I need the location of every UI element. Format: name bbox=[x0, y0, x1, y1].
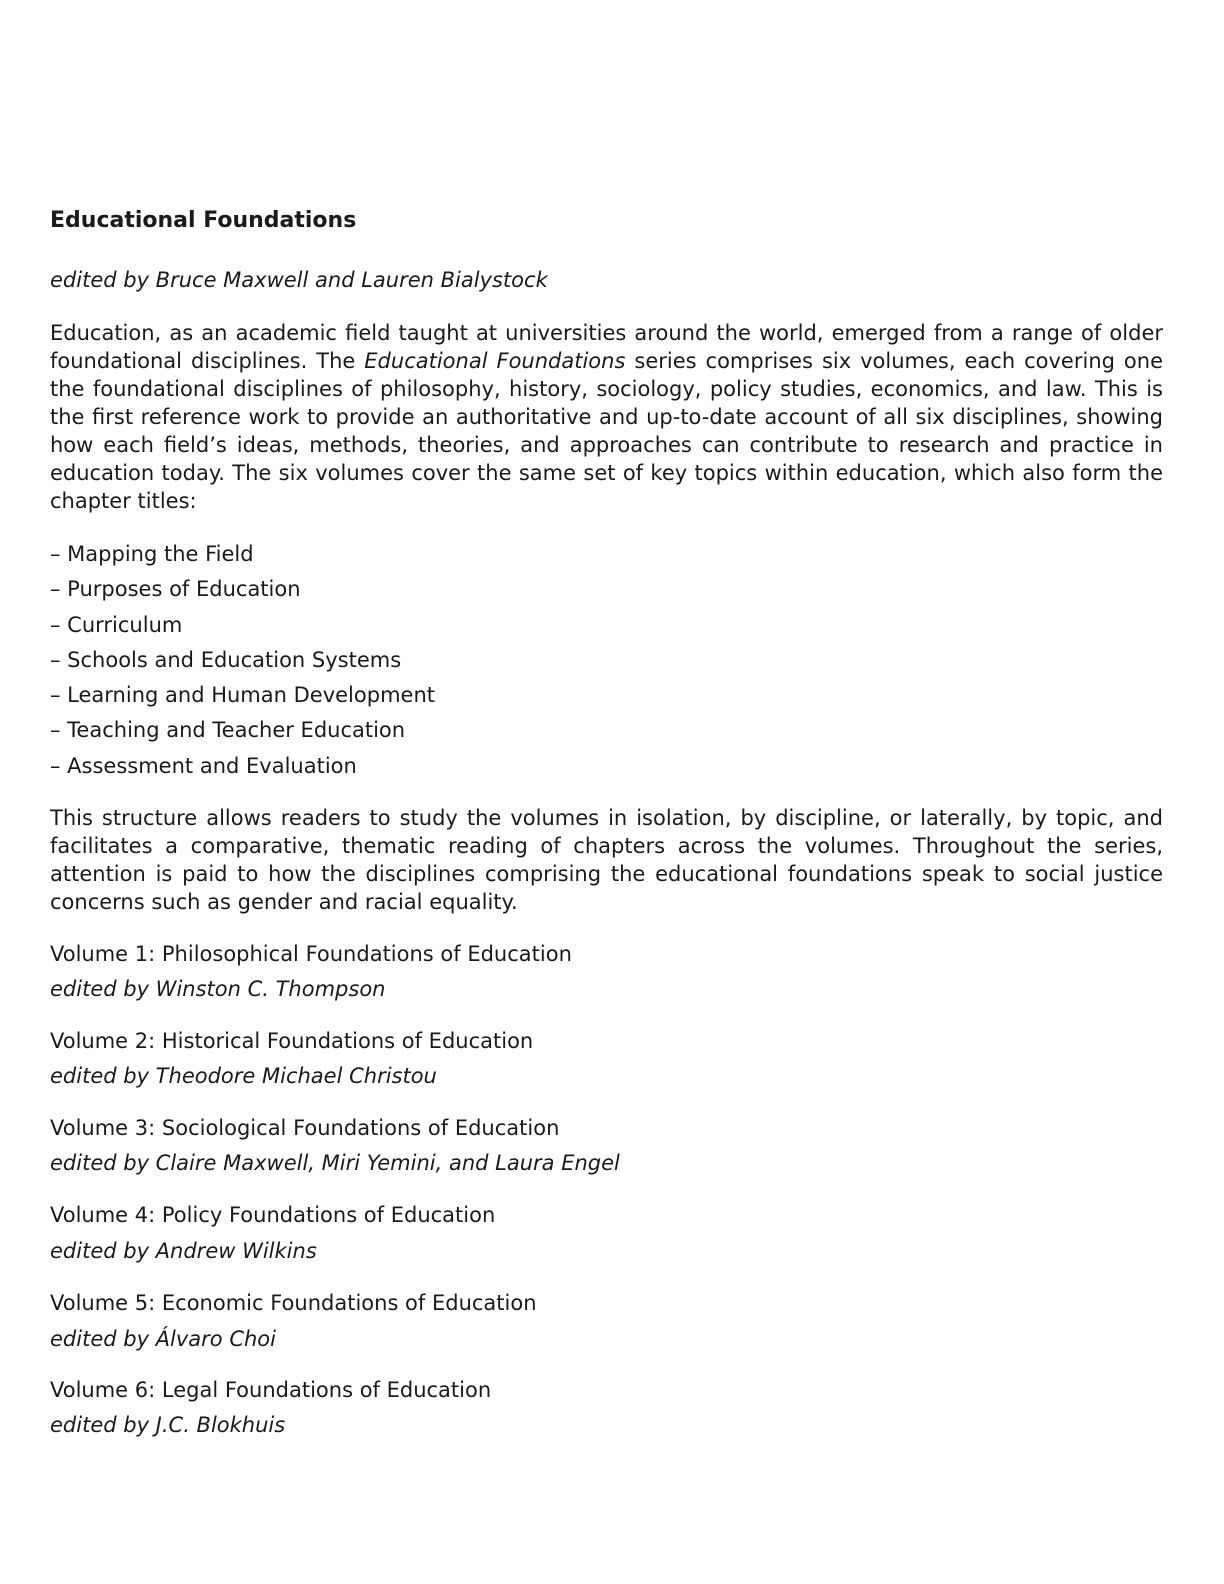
series-title-block bbox=[50, 207, 1163, 235]
volume-6 bbox=[50, 1376, 1163, 1439]
intro-line: how each field’s ideas, methods, theories, and approaches can contribute to research and practice in bbox=[50, 433, 1163, 457]
structure-line: attention is paid to how the disciplines comprising the educational foundations speak to social justice bbox=[50, 862, 1163, 886]
volume-editors: edited by J.C. Blokhuis bbox=[50, 1413, 286, 1437]
chapter-title-item: – Purposes of Education bbox=[50, 577, 301, 602]
volume-title: Volume 6: Legal Foundations of Education bbox=[50, 1378, 492, 1402]
series-editors-block bbox=[50, 266, 1163, 294]
chapter-title-item: – Mapping the Field bbox=[50, 542, 254, 566]
intro-line: Education, as an academic field taught at universities around the world, emerged from a range of older bbox=[50, 321, 1163, 345]
intro-line: the foundational disciplines of philosophy, history, sociology, policy studies, economics, and law. This is bbox=[50, 377, 1163, 401]
volume-editors: edited by Álvaro Choi bbox=[50, 1327, 276, 1351]
volume-4 bbox=[50, 1201, 1163, 1265]
volume-title: Volume 2: Historical Foundations of Education bbox=[50, 1029, 534, 1053]
series-editors: edited by Bruce Maxwell and Lauren Bialystock bbox=[50, 268, 548, 292]
volume-title: Volume 5: Economic Foundations of Education bbox=[50, 1291, 537, 1315]
volume-5 bbox=[50, 1289, 1163, 1353]
series-name-italic: Educational Foundations bbox=[364, 349, 626, 373]
volume-1 bbox=[50, 940, 1163, 1003]
chapter-title-item: – Assessment and Evaluation bbox=[50, 753, 357, 778]
volume-3 bbox=[50, 1114, 1163, 1177]
volume-editors: edited by Winston C. Thompson bbox=[50, 977, 386, 1001]
chapter-title-item: – Curriculum bbox=[50, 612, 183, 637]
volume-2 bbox=[50, 1027, 1163, 1090]
intro-line: the first reference work to provide an authoritative and up-to-date account of all six disciplines, showing bbox=[50, 405, 1163, 429]
volume-editors: edited by Theodore Michael Christou bbox=[50, 1064, 437, 1088]
volume-title: Volume 4: Policy Foundations of Education bbox=[50, 1203, 496, 1227]
chapter-titles-list bbox=[50, 540, 1163, 787]
series-title: Educational Foundations bbox=[50, 208, 357, 233]
volume-editors: edited by Claire Maxwell, Miri Yemini, and Laura Engel bbox=[50, 1151, 620, 1175]
volume-title: Volume 3: Sociological Foundations of Education bbox=[50, 1116, 560, 1140]
structure-line: This structure allows readers to study the volumes in isolation, by discipline, or laterally, by topic, and bbox=[50, 806, 1163, 830]
chapter-title-item: – Learning and Human Development bbox=[50, 683, 435, 708]
volume-title: Volume 1: Philosophical Foundations of Education bbox=[50, 942, 572, 966]
structure-line: concerns such as gender and racial equality. bbox=[50, 890, 518, 914]
intro-paragraph bbox=[50, 319, 1163, 515]
structure-line: facilitates a comparative, thematic reading of chapters across the volumes. Throughout the series, bbox=[50, 834, 1163, 858]
chapter-title-item: – Teaching and Teacher Education bbox=[50, 718, 406, 743]
structure-paragraph bbox=[50, 804, 1163, 916]
intro-line: chapter titles: bbox=[50, 489, 197, 513]
chapter-title-item: – Schools and Education Systems bbox=[50, 647, 402, 672]
intro-line: foundational disciplines. The Educational Foundations series comprises six volumes, each covering one bbox=[50, 349, 1163, 373]
volume-editors: edited by Andrew Wilkins bbox=[50, 1239, 317, 1263]
intro-line: education today. The six volumes cover the same set of key topics within education, which also form the bbox=[50, 461, 1163, 485]
